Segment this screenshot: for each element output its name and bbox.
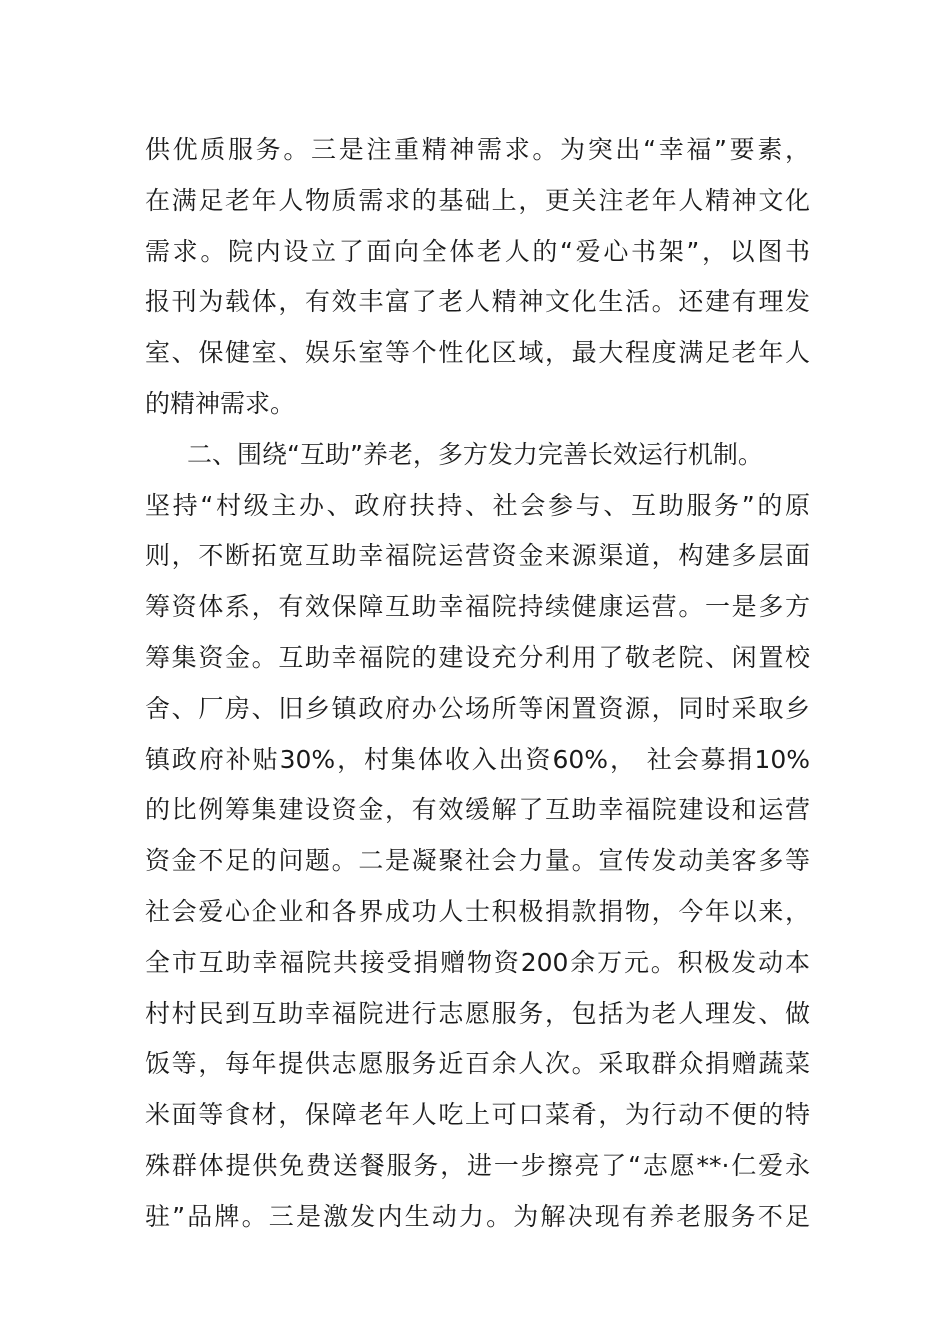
text-line: 报刊为载体，有效丰富了老人精神文化生活。还建有理发 [145,287,810,317]
text-line: 坚持“村级主办、政府扶持、社会参与、互助服务”的原 [145,490,810,520]
text-line: 在满足老年人物质需求的基础上，更关注老年人精神文化 [145,185,810,215]
text-line: 镇政府补贴30%，村集体收入出资60%， 社会募捐10% [145,744,810,774]
text-line: 驻”品牌。三是激发内生动力。为解决现有养老服务不足 [145,1201,810,1231]
text-line: 则，不断拓宽互助幸福院运营资金来源渠道，构建多层面 [145,541,810,571]
text-line: 舍、厂房、旧乡镇政府办公场所等闲置资源，同时采取乡 [145,693,810,723]
text-line: 村村民到互助幸福院进行志愿服务，包括为老人理发、做 [145,998,810,1028]
text-line: 社会爱心企业和各界成功人士积极捐款捐物，今年以来， [145,896,810,926]
text-line: 需求。院内设立了面向全体老人的“爱心书架”，以图书 [145,236,810,266]
text-line: 饭等，每年提供志愿服务近百余人次。采取群众捐赠蔬菜 [145,1049,810,1079]
text-line: 室、保健室、娱乐室等个性化区域，最大程度满足老年人 [145,338,810,368]
text-line: 殊群体提供免费送餐服务，进一步擦亮了“志愿**·仁爱永 [145,1150,810,1180]
text-line: 筹资体系，有效保障互助幸福院持续健康运营。一是多方 [145,592,810,622]
text-line: 筹集资金。互助幸福院的建设充分利用了敬老院、闲置校 [145,642,810,672]
section-heading-line: 二、围绕“互助”养老，多方发力完善长效运行机制。 [187,439,763,469]
text-line: 米面等食材，保障老年人吃上可口菜肴，为行动不便的特 [145,1100,810,1130]
text-line: 的精神需求。 [145,388,296,418]
text-line: 的比例筹集建设资金，有效缓解了互助幸福院建设和运营 [145,795,810,825]
text-line: 资金不足的问题。二是凝聚社会力量。宣传发动美客多等 [145,846,810,876]
document-body [145,130,810,1248]
text-line: 全市互助幸福院共接受捐赠物资200余万元。积极发动本 [145,947,810,977]
text-line: 供优质服务。三是注重精神需求。为突出“幸福”要素， [145,135,810,164]
